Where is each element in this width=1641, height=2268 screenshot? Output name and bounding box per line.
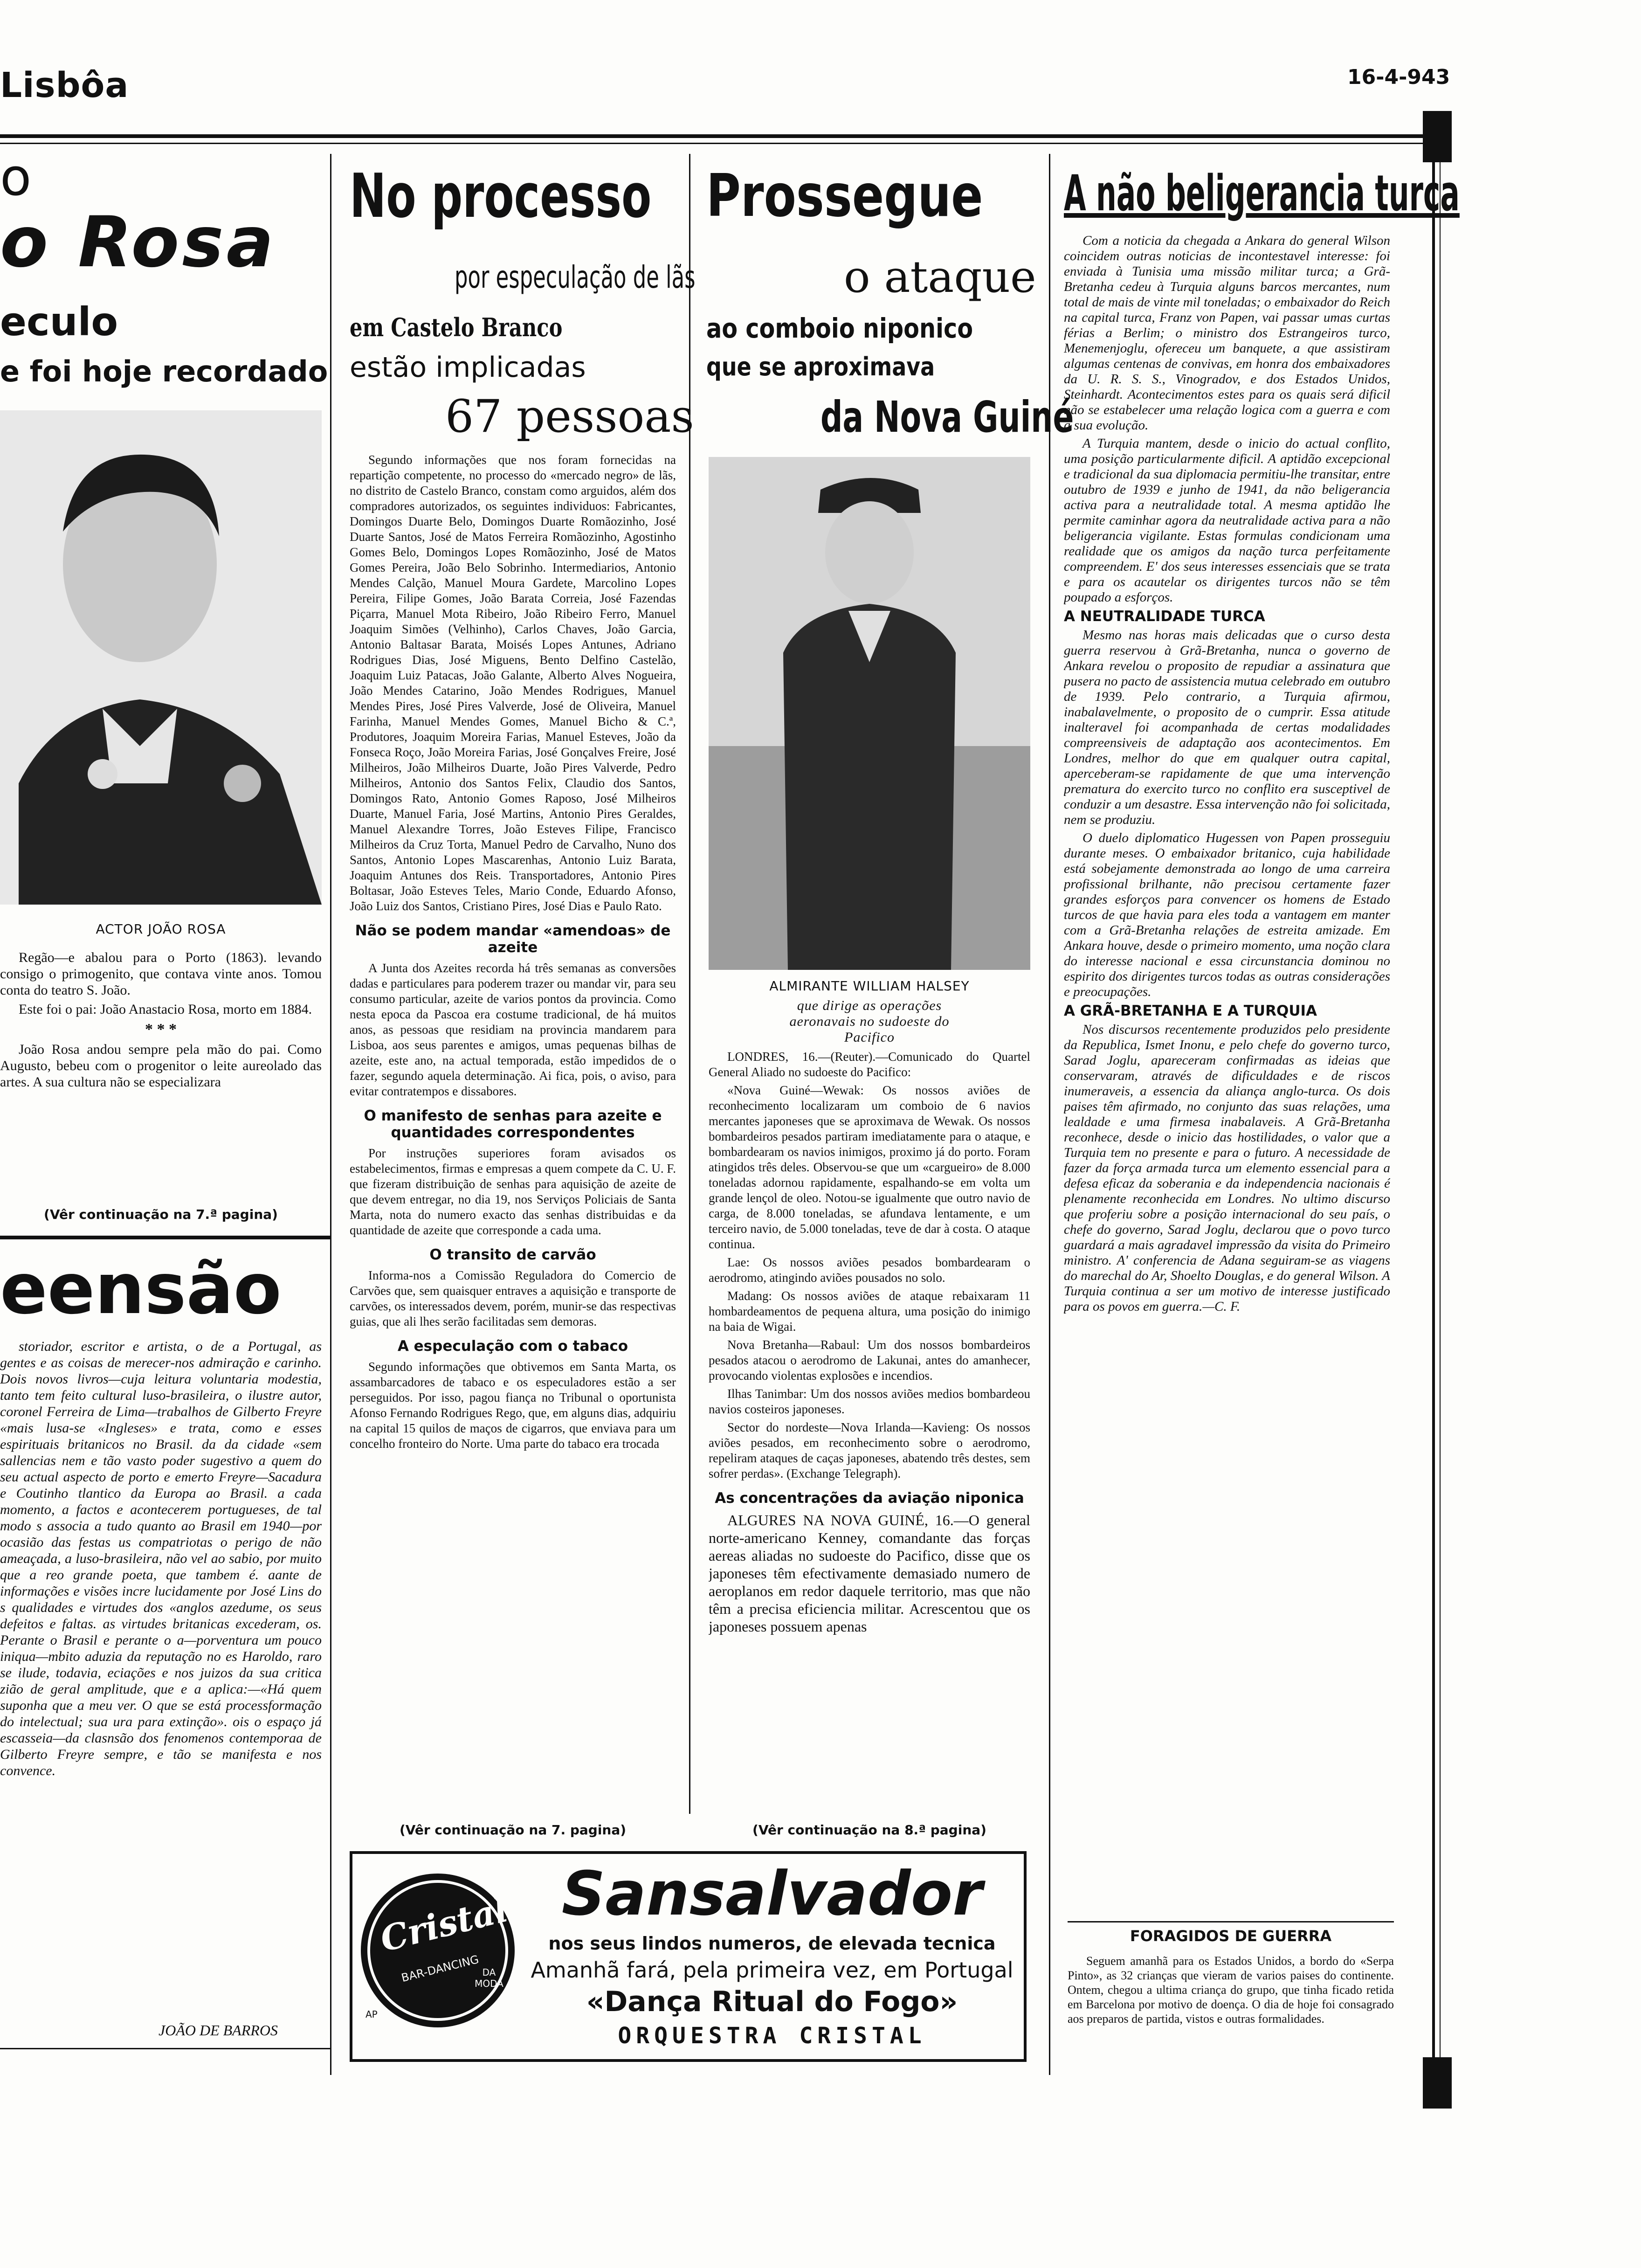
col3-text-4: Madang: Os nossos aviões de ataque rebaixaram 11 hombardeamentos de pequena altura, uma posição do inimigo na baia de Wigai. (709, 1289, 1030, 1334)
col3-headline: Prossegue (706, 161, 983, 230)
col1-section-rule (0, 1236, 331, 1239)
cristal-logo-main: Cristal (376, 1889, 512, 1960)
col3-sub-3: que se aproximava (706, 352, 935, 381)
actor-joao-rosa-photo (0, 410, 322, 905)
col3-text-5: Nova Bretanha—Rabaul: Um dos nossos bombardeiros pesados atacou o aerodromo de Lakunai, antes do amanhecer, provocando violentas explosões e incendios. (709, 1338, 1030, 1383)
cristal-logo-sub: BAR-DANCING (400, 1952, 480, 1985)
col3-article (709, 1049, 1030, 1809)
col1-subtitle-1: eculo (0, 299, 118, 345)
col1-article-bottom (0, 1338, 322, 2019)
col1-title-fragment: o (0, 147, 32, 207)
col1-stars: * * * (145, 1021, 177, 1038)
col3-text-7: Sector do nordeste—Nova Irlanda—Kavieng: Os nossos aviões pesados, em reconhecimento sobre o aerodromo, repeliram ataques de caças japoneses, abatendo três destes, sem sofrer perdas». (Exchange Telegraph). (709, 1420, 1030, 1480)
col1-article-top (0, 949, 322, 1210)
col4-text-4: O duelo diplomatico Hugessen von Papen prosseguiu durante meses. O embaixador britanico, cuja habilidade está sobejamente demonstrada ao longo de uma carreira profissional brilhante, não precisou certamente fazer grandes esforços para convencer os homens de Estado turcos de que havia para eles toda a vantagem em manter com a Grã-Bretanha relações de estreita amizade. Em Ankara houve, desde o primeiro momento, uma noção clara do interesse nacional e essa circunstancia dominou no espirito dos dirigentes turcos todas as outras considerações e preocupações. (1064, 830, 1390, 999)
ad-title: Sansalvador (561, 1858, 983, 1929)
col1-text-4: storiador, escritor e artista, o de a Portugal, as gentes e as coisas de merecer-nos admiração e carinho. Dois novos livros—cuja leitura voluntaria modestia, tanto tem feito cultural luso-brasileira, o ilustre autor, coronel Ferreira de Lima—trabalhos de Gilberto Freyre «mais lusa-se «Ingleses» e trata, como e esses espirituais britanicos no Brasil. da da cidade «sem sallencias nem e tão vasto poder sugestivo a quem do seu actual aspecto de porto e emerto Freyre—Sacadura e Coutinho tlantico da Europa ao Brasil. a cada momento, a factos e acontecerem portugueses, de tal modo s associa a tudo quanto ao Brasil em 1940—por ocasião das festas us compatriotas o perigo de não ameaçada, a luso-brasileira, não vel ao sabio, por muito que a reo grande poeta, que tambem é. aante de informações e visões incre lucidamente por José Lins do s qualidades e virtudes dos «anglos azedume, os seus defeitos e faltas. as virtudes britanicas excederam, os. Perante o Brasil e perante o a—porventura um pouco iniqua—mbito aduzia da reputação no es Haroldo, raro se ilude, todavia, eciações e nos juizos da sua critica zião de geral amplitude, que e a aplica:—«Há quem suponha que a meu ver. O que se está processformação do intelectual; sua ura para extinção». ois o espaço já escasseia—da clasnsão dos fenomenos contemporaa de Gilberto Freyre sempre, e tão se manifesta e nos convence. (0, 1339, 322, 1778)
header-rule-thin (0, 143, 1451, 144)
col4-sub-foragidos: FORAGIDOS DE GUERRA (1130, 1927, 1332, 1945)
col2-sub-manifesto: O manifesto de senhas para azeite e quantidades correspondentes (364, 1107, 662, 1141)
col1-text-2: Este foi o pai: João Anastacio Rosa, morto em 1884. (19, 1002, 312, 1017)
col4-text-1: Com a noticia da chegada a Ankara do general Wilson coincidem outras noticias de incontestavel interesse: foi enviada à Tunisia uma missão militar turca; a Grã-Bretanha cedeu à Turquia alguns barcos mercantes, num total de mais de vinte mil toneladas; o embaixador do Reich na capital turca, Franz von Papen, vai passar umas curtas férias a Berlim; o ministro dos Estrangeiros turco, Menemenjoglu, ofereceu um banquete, a que assistiram algumas centenas de convivas, em honra dos embaixadores da U. R. S. S., Vinogradov, e dos Estados Unidos, Steinhardt. Acontecimentos estes para os quais será dificil não se estabelecer uma relação logica com a guerra e com a sua evolução. (1064, 233, 1390, 433)
col3-text-6: Ilhas Tanimbar: Um dos nossos aviões medios bombardeou navios costeiros japoneses. (709, 1387, 1030, 1416)
col4-foragidos-article (1068, 1954, 1394, 2061)
admiral-halsey-photo (709, 457, 1030, 970)
admiral-photo-caption-2: que dirige as operações aeronavais no sudoeste do Pacifico (789, 998, 950, 1045)
page-header-date: 16-4-943 (1347, 65, 1450, 89)
col3-text-3: Lae: Os nossos aviões pesados bombardearam o aerodromo, atingindo aviões pousados no solo. (709, 1255, 1030, 1285)
col4-sub-gra-bretanha: A GRÃ-BRETANHA E A TURQUIA (1064, 1003, 1317, 1019)
col2-text-2: A Junta dos Azeites recorda há três semanas as conversões dadas e particulares para poderem trazer ou mandar vir, para seu consumo particular, azeite de varios pontos da provincia. Como nesta epoca da Pascoa era costume tradicional, de há muitos anos, as pessoas que residiam na provincia mandarem para Lisboa, aos seus parentes e amigos, umas pequenas bilhas de azeite, este ano, na actual temporada, estão impedidos de o fazer, segundo aquela determinação. Ai fica, pois, o aviso, para evitar contratempos e dissabores. (350, 961, 676, 1098)
col1-text-1: Regão—e abalou para o Porto (1863). levando consigo o primogenito, que contava vinte anos. Tomou conta do teatro S. João. (0, 950, 322, 998)
col2-text-1: Segundo informações que nos foram fornecidas na repartição competente, no processo do «mercado negro» de lãs, no distrito de Castelo Branco, constam como arguidos, além dos compradores autorizados, os seguintes individuos: Fabricantes, Domingos Duarte Belo, Domingos Duarte Romãozinho, José Duarte Santos, José de Matos Ferreira Romãozinho, Agostinho Gomes Belo, Domingos Lopes Romãozinho, José de Matos Gomes Pereira, João Belo Sobrinho. Intermediarios, Antonio Mendes Calção, Manuel Moura Gardete, Marcolino Lopes Pereira, Filipe Gomes, João Barata Correia, José Fazendas Piçarra, Manuel Mota Ribeiro, João Ribeiro Ferro, Manuel Joaquim Simões (Velhinho), Carlos Chaves, João Garcia, Antonio Baltasar Barata, Moisés Lopes Antunes, Adriano Rodrigues Dias, José Miguens, Bento Delfino Castelão, Joaquim Luiz Patacas, João Galante, Alberto Alves Nogueira, João Mendes Catarino, João Mendes Rodrigues, Manuel Mendes Pires, José Pires Valverde, José de Oliveira, Manuel Farinha, Manuel Mendes Gomes, Manuel Bicho & C.ª, Produtores, Joaquim Moreira Farias, Manuel Esteves, João da Fonseca Roço, João Moreira Farias, José Gonçalves Freire, José Milheiros, João Milheiros Duarte, João Pires Valverde, Pedro Milheiros, Antonio dos Santos Felix, Claudio dos Santos, Domingos Rato, Antonio Gomes Raposo, José Milheiros Duarte, Manuel Faria, José Martins, Antonio Pires Geraldes, Manuel Alexandre Torres, João Esteves Filipe, Francisco Milheiros da Cruz Torta, Manuel Pedro de Carvalho, Nuno dos Santos, Antonio Lopes Mascarenhas, Antonio Luiz Barata, Joaquim Antunes dos Reis. Transportadores, Antonio Pires Boltasar, João Esteves Teles, Mario Conde, Eduardo Afonso, João Luiz dos Santos, Cristiano Pires, José Dias e Paulo Rato. (350, 453, 676, 913)
right-border-rule-thin (1440, 149, 1441, 2084)
corner-block-top (1423, 111, 1452, 162)
col4-headline: A não beligerancia turca (1064, 165, 1460, 222)
cristal-logo-sub2: DA MODA (475, 1967, 503, 1989)
col4-sub-neutralidade: A NEUTRALIDADE TURCA (1064, 608, 1265, 625)
col2-sub-tabaco: A especulação com o tabaco (397, 1338, 628, 1355)
col2-text-5: Segundo informações que obtivemos em Santa Marta, os assambarcadores de tabaco e os especuladores estão a ser perseguidos. Por isso, pagou fiança no Tribunal o oportunista Afonso Fernando Rodrigues Rego, que, em alguns dias, adquiriu na capital 15 quilos de maços de cigarros, que enviava para um concelho fronteiro do Norte. Uma parte do tabaco era trocada (350, 1360, 676, 1451)
col2-continuation: (Vêr continuação na 7. pagina) (399, 1822, 627, 1838)
col4-text-2: A Turquia mantem, desde o inicio do actual conflito, uma posição particularmente dificil. A aptidão excepcional e tradicional da sua diplomacia permitiu-lhe transitar, entre outubro de 1939 e junho de 1941, da não beligerancia activa para a neutralidade total. A mesma aptidão lhe permite caminhar agora da neutralidade activa para a não beligerancia vigilante. Estas formulas condicionam uma realidade que os amigos da nação turca perfeitamente compreendem. E' dos seus interesses essenciais que se trata e para os acautelar os dirigentes turcos não se têm poupado a esforços. (1064, 436, 1390, 605)
col1-signature: JOÃO DE BARROS (159, 2022, 278, 2039)
ad-line-1: nos seus lindos numeros, de elevada tecnica (548, 1933, 996, 1954)
col3-continuation: (Vêr continuação na 8.ª pagina) (752, 1822, 986, 1838)
col2-headline: No processo (350, 160, 652, 231)
header-rule (0, 134, 1451, 138)
col3-text-2: «Nova Guiné—Wewak: Os nossos aviões de reconhecimento localizaram um comboio de 6 navios mercantes japoneses que se aproximava de Wewak. Os nossos bombardeiros pesados partiram imediatamente para o ataque, e bombardearam os navios inimigos, proximo já do porto. Foram atingidos três deles. Observou-se que um «cargueiro» de 8.000 toneladas adornou rapidamente, espalhando-se em volta um grande lençol de oleo. Notou-se igualmente que outro navio de carga, de 8.000 toneladas, se afundava lentamente, e um terceiro navio, de 5.000 toneladas, teve de dar à costa. O ataque continua. (709, 1083, 1030, 1251)
page-header-section: Lisbôa (0, 65, 129, 105)
col2-sub-amendoas: Não se podem mandar «amendoas» de azeite (355, 922, 671, 956)
corner-block-bottom (1423, 2057, 1452, 2109)
col2-text-3: Por instruções superiores foram avisados os estabelecimentos, firmas e empresas a quem compete da C. U. F. que fizeram distribuição de senhas para aquisição de azeite de que devem entregar, no dia 19, nos Serviços Policiais de Santa Marta, nota do numero exacto das senhas distribuidas e da quantidade de azeite que corresponde a cada uma. (350, 1146, 676, 1237)
col1-bottom-rule (0, 2048, 330, 2049)
col1-subtitle-2: e foi hoje recordado (0, 354, 328, 388)
col2-text-4: Informa-nos a Comissão Reguladora do Comercio de Carvões que, sem quaisquer entraves a aquisição e transporte de carvões, os interessados devem, porém, munir-se das respectivas guias, que ali lhes serão facilitadas sem demoras. (350, 1268, 676, 1328)
col1-text-3: João Rosa andou sempre pela mão do pai. Como Augusto, bebeu com o progenitor o leite aureolado das artes. A sua cultura não se especializara (0, 1042, 322, 1090)
right-border-rule (1432, 149, 1435, 2084)
portrait-silhouette (0, 410, 322, 905)
sansalvador-advertisement (350, 1851, 1027, 2062)
column-divider (330, 154, 331, 2075)
ad-line-4: ORQUESTRA CRISTAL (618, 2023, 926, 2049)
col1-continuation: (Vêr continuação na 7.ª pagina) (44, 1207, 278, 1222)
col4-article (1064, 233, 1390, 1912)
col4-text-3: Mesmo nas horas mais delicadas que o curso desta guerra reservou à Grã-Bretanha, nunca o governo de Ankara revelou o proposito de repudiar a assinatura que pusera no pacto de assistencia mutua celebrado em outubro de 1939. Pelo contrario, a Turquia afirmou, inabalavelmente, o proposito de o cumprir. Essa atitude inalteravel foi acompanhada de certas modalidades compreensiveis de adaptação aos acontecimentos. Em Londres, melhor do que em qualquer outra capital, aperceberam-se rapidamente de que uma intervenção prematura do exercito turco no conflito era susceptivel de conduzir a um desastre. Essa intervenção não foi solicitada, nem se produziu. (1064, 628, 1390, 827)
actor-photo-caption: ACTOR JOÃO ROSA (96, 921, 226, 937)
col2-sub-4: 67 pessoas (445, 390, 694, 443)
col2-article (350, 452, 676, 1800)
col3-sub-1: o ataque (844, 252, 1036, 303)
ad-line-2: Amanhã fará, pela primeira vez, em Portugal (531, 1957, 1014, 1983)
col1-headline-2: eensão (0, 1249, 282, 1330)
col1-title-main: o Rosa (0, 202, 276, 283)
col2-sub-2: em Castelo Branco (350, 312, 563, 342)
cristal-logo-ap: AP (365, 2009, 378, 2020)
col4-text-5: Nos discursos recentemente produzidos pelo presidente da Republica, Ismet Inonu, e pelo chefe do governo turco, Sarad Joglu, apareceram confirmadas as ideias que conservaram, através de dificuldades e de riscos inumeraveis, a essencia da aliança anglo-turca. Os dois paises têm afirmado, no conjunto das suas relações, uma lealdade e uma firmesa inabalaveis. A Grã-Bretanha reconhece, desde o inicio das hostilidades, o valor que a Turquia tem no presente e para o futuro. A necessidade de fazer da força armada turca um elemento essencial para a defesa eficaz da soberania e da independencia nacionais é plenamente reconhecida em Londres. No ultimo discurso que proferiu sobre a posição internacional do seu país, o chefe do governo, Sarad Joglu, declarou que o povo turco guardará a mais agradavel impressão da visita do Primeiro ministro. A' conferencia de Adana seguiram-se as viagens do marechal do Ar, Shoelto Douglas, e do general Wilson. A Turquia continua a ser um motivo de interesse justificado para os povos em guerra.—C. F. (1064, 1022, 1390, 1314)
col3-sub-concentracoes: As concentrações da aviação niponica (715, 1490, 1024, 1507)
col2-sub-carvao: O transito de carvão (429, 1246, 596, 1263)
col3-text-8: ALGURES NA NOVA GUINÉ, 16.—O general norte-americano Kenney, comandante das forças aereas aliadas no sudoeste do Pacifico, disse que os japoneses têm efectivamente demasiado numero de aeroplanos em redor daquele territorio, mas que não têm a precisa eficiencia militar. Acrescentou que os japoneses possuem apenas (709, 1512, 1030, 1635)
col3-text-1: LONDRES, 16.—(Reuter).—Comunicado do Quartel General Aliado no sudoeste do Pacifico: (709, 1050, 1030, 1079)
col3-sub-4: da Nova Guiné (820, 392, 1074, 442)
admiral-silhouette (709, 457, 1030, 970)
col4-text-6: Seguem amanhã para os Estados Unidos, a bordo do «Serpa Pinto», as 32 crianças que vieram de varios paises do continente. Ontem, chegou a ultima criança do grupo, que tinha ficado retida em Barcelona por motivo de doença. O dia de hoje foi consagrado aos preparos de partida, vistos e outras formalidades. (1068, 1954, 1394, 2026)
ad-line-3: «Dança Ritual do Fogo» (586, 1985, 958, 2018)
admiral-photo-caption: ALMIRANTE WILLIAM HALSEY (769, 978, 970, 994)
col4-foragidos-rule (1068, 1921, 1394, 1922)
col2-sub-1: por especulação de lãs (455, 259, 696, 295)
col3-sub-2: ao comboio niponico (706, 312, 973, 344)
col2-sub-3: estão implicadas (350, 351, 586, 384)
cristal-logo (361, 1874, 515, 2027)
